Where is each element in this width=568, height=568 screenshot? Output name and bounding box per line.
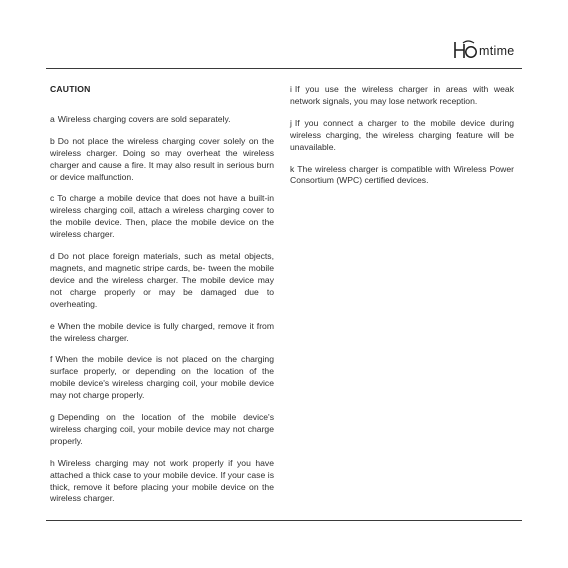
item-text: When the mobile device is not placed on the charging surface properly, or depending on the location of the mobile device's wireless charging coil, your mobile device may not charge properly. [50,354,274,401]
item-mark: b [50,135,55,146]
caution-left-column [50,84,274,515]
item-text: Wireless charging covers are sold separately. [57,113,231,124]
item-mark: c [50,193,55,204]
bottom-divider [46,520,522,521]
item-text: If you connect a charger to the mobile device during wireless charging, the wireless charging feature will be unavailable. [290,117,514,152]
item-text: Do not place foreign materials, such as metal objects, magnets, and magnetic stripe cards, be- tween the mobile device and the wireless charger. The mobile device may not charge properly or may be damaged due to overheating. [50,251,274,309]
item-mark: j [290,117,292,128]
item-mark: i [290,84,292,94]
item-mark: e [50,320,55,331]
brand-logo-mark-icon [452,38,478,60]
caution-item-i [290,84,514,108]
caution-item-g [50,412,274,448]
item-mark: h [50,457,55,468]
item-text: If you use the wireless charger in areas with weak network signals, you may lose network reception. [290,84,514,106]
caution-item-b [50,136,274,184]
caution-heading: CAUTION [50,84,91,94]
brand-logo-text: mtime [479,44,515,58]
item-text: The wireless charger is compatible with Wireless Power Consortium (WPC) certified devices. [290,163,514,186]
item-mark: d [50,251,55,262]
caution-item-f [50,354,274,402]
caution-item-h [50,458,274,506]
top-divider [46,68,522,69]
item-mark: f [50,354,53,365]
caution-item-d [50,251,274,311]
caution-item-a [50,114,274,126]
item-text: Do not place the wireless charging cover solely on the wireless charger. Doing so may overheat the wireless charger and cause a fire. It may also result in serious burn or device malfunction. [50,135,274,182]
caution-item-j [290,118,514,154]
caution-item-k [290,164,514,188]
item-text: Wireless charging may not work properly if you have attached a thick case to your mobile device. If your case is thick, remove it before placing your mobile device on the wireless charger. [50,457,274,504]
caution-item-c [50,193,274,241]
caution-item-e [50,321,274,345]
caution-right-column [290,84,514,197]
item-mark: k [290,163,295,174]
item-text: Depending on the location of the mobile device's wireless charging coil, your mobile device may not charge properly. [50,412,274,446]
item-text: To charge a mobile device that does not have a built-in wireless charging coil, attach a wireless charging cover to the mobile device. Then, place the mobile device on the wireless charger. [50,193,274,240]
item-mark: a [50,113,55,124]
brand-logo [452,38,524,60]
item-text: When the mobile device is fully charged, remove it from the wireless charger. [50,320,274,343]
item-mark: g [50,412,55,423]
